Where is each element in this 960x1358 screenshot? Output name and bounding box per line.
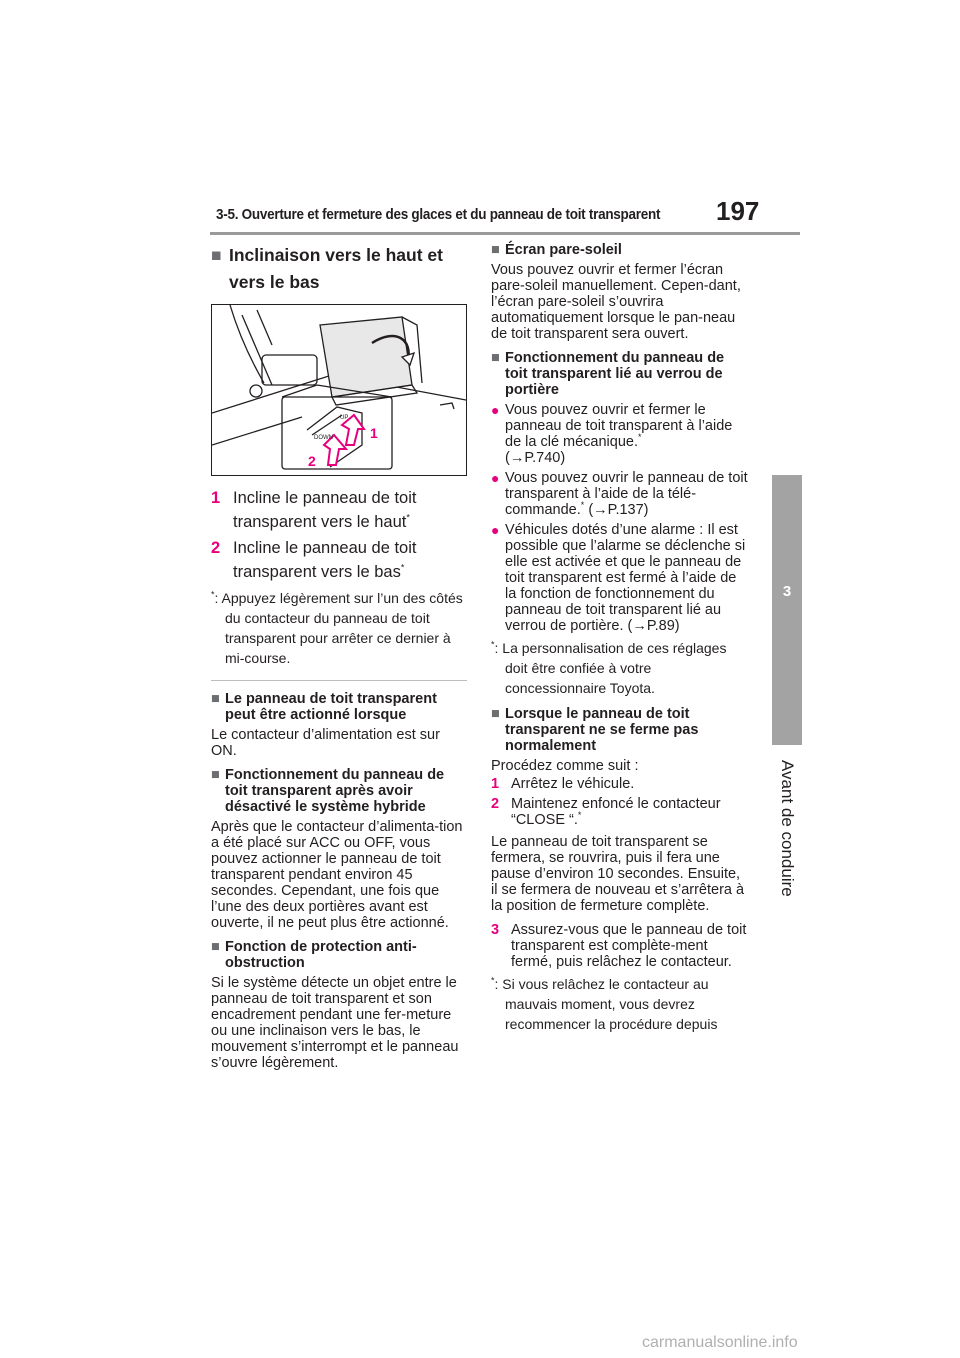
header-rule <box>210 232 800 235</box>
fig-label-1: 1 <box>370 425 378 441</box>
tilt-heading: ■ Inclinaison vers le haut et vers le bas <box>211 242 467 296</box>
square-bullet-icon: ■ <box>491 242 500 258</box>
square-bullet-icon: ■ <box>211 691 220 707</box>
operable-heading: ■ Le panneau de toit transparent peut être actionné lorsque <box>211 691 437 723</box>
anti-obstruction-text: Si le système détecte un objet entre le panneau de toit transparent et son encadrement pendant une fer-meture ou une inclinaison vers le bas, le mouvement s’interrompt et le panneau s’ouvre légèrement. <box>211 975 459 1071</box>
square-bullet-icon: ■ <box>491 706 500 722</box>
square-bullet-icon: ■ <box>211 939 220 955</box>
left-column <box>211 242 467 1079</box>
anti-obstruction-heading: ■ Fonction de protection anti-obstruction <box>211 939 417 971</box>
not-closing-step-2: 2 Maintenez enfoncé le contacteur “CLOSE “.* <box>491 796 721 828</box>
door-lock-bullet-2: ● Vous pouvez ouvrir le panneau de toit transparent à l’aide de la télé-commande.* (→P.137) <box>491 470 748 518</box>
page-number: 197 <box>716 196 760 226</box>
operable-text: Le contacteur d’alimentation est sur ON. <box>211 727 440 759</box>
fig-label-down: DOWN <box>314 435 333 441</box>
sunroof-switch-illustration <box>211 304 467 476</box>
round-bullet-icon: ● <box>491 522 500 538</box>
square-bullet-icon: ■ <box>211 245 222 265</box>
square-bullet-icon: ■ <box>211 767 220 783</box>
after-off-heading: ■ Fonctionnement du panneau de toit transparent après avoir désactivé le système hybride <box>211 767 445 815</box>
tilt-step-1: 1 Incline le panneau de toit transparent vers le haut* <box>211 489 417 531</box>
chapter-label <box>772 760 802 990</box>
sunshade-text: Vous pouvez ouvrir et fermer l’écran pare-soleil manuellement. Cepen-dant, l’écran pare-soleil s’ouvrira automatiquement lorsque le pan-neau de toit transparent sera ouvert. <box>491 262 741 342</box>
round-bullet-icon: ● <box>491 402 500 418</box>
after-off-text: Après que le contacteur d’alimenta-tion a été placé sur ACC ou OFF, vous pouvez actionner le panneau de toit transparent pendant environ 45 secondes. Cependant, une fois que l’une des deux portières avant est ouverte, il ne peut plus être actionné. <box>211 819 463 931</box>
customization-footnote: *: La personnalisation de ces réglages doit être confiée à votre concessionnaire Toyota. <box>491 639 727 696</box>
fig-label-2: 2 <box>308 453 316 469</box>
not-closing-intro: Procédez comme suit : <box>491 758 639 774</box>
chapter-number: 3 <box>782 583 792 600</box>
watermark: carmanualsonline.info <box>642 1334 798 1351</box>
sunroof-switch-drawing <box>212 305 466 475</box>
not-closing-heading: ■ Lorsque le panneau de toit transparent ne se ferme pas normalement <box>491 706 699 754</box>
not-closing-text: Le panneau de toit transparent se fermera, se rouvrira, puis il fera une pause d’environ 10 secondes. Ensuite, il se fermera de nouveau et s’arrêtera à la position de fermeture complète. <box>491 834 745 914</box>
door-lock-bullet-3: ● Véhicules dotés d’une alarme : Il est possible que l’alarme se déclenche si elle est activée et que le panneau de toit transparent est fermé à l’aide de la fonction de fonctionnement du panneau de toit transparent lié au verrou de portière. (→P.89) <box>491 522 746 634</box>
running-header: 3-5. Ouverture et fermeture des glaces et du panneau de toit transparent <box>216 206 661 223</box>
fig-label-up: UP <box>340 415 349 421</box>
section-separator <box>211 680 467 681</box>
not-closing-step-1: 1 Arrêtez le véhicule. <box>491 776 635 792</box>
release-footnote: *: Si vous relâchez le contacteur au mauvais moment, vous devrez recommencer la procédure depuis <box>491 975 718 1032</box>
door-lock-bullet-1: ● Vous pouvez ouvrir et fermer le panneau de toit transparent à l’aide de la clé mécanique.* (→P.740) <box>491 402 733 466</box>
door-lock-heading: ■ Fonctionnement du panneau de toit transparent lié au verrou de portière <box>491 350 725 398</box>
right-column <box>491 242 749 1042</box>
tilt-footnote: *: Appuyez légèrement sur l’un des côtés du contacteur du panneau de toit transparent pour arrêter ce dernier à mi-course. <box>211 589 463 666</box>
not-closing-step-3: 3 Assurez-vous que le panneau de toit transparent est complète-ment fermé, puis relâchez le contacteur. <box>491 922 747 970</box>
tilt-step-2: 2 Incline le panneau de toit transparent vers le bas* <box>211 539 417 581</box>
round-bullet-icon: ● <box>491 470 500 486</box>
square-bullet-icon: ■ <box>491 350 500 366</box>
sunshade-heading: ■ Écran pare-soleil <box>491 242 622 258</box>
chapter-tab <box>772 475 802 745</box>
chapter-label-text: Avant de conduire <box>778 760 797 897</box>
